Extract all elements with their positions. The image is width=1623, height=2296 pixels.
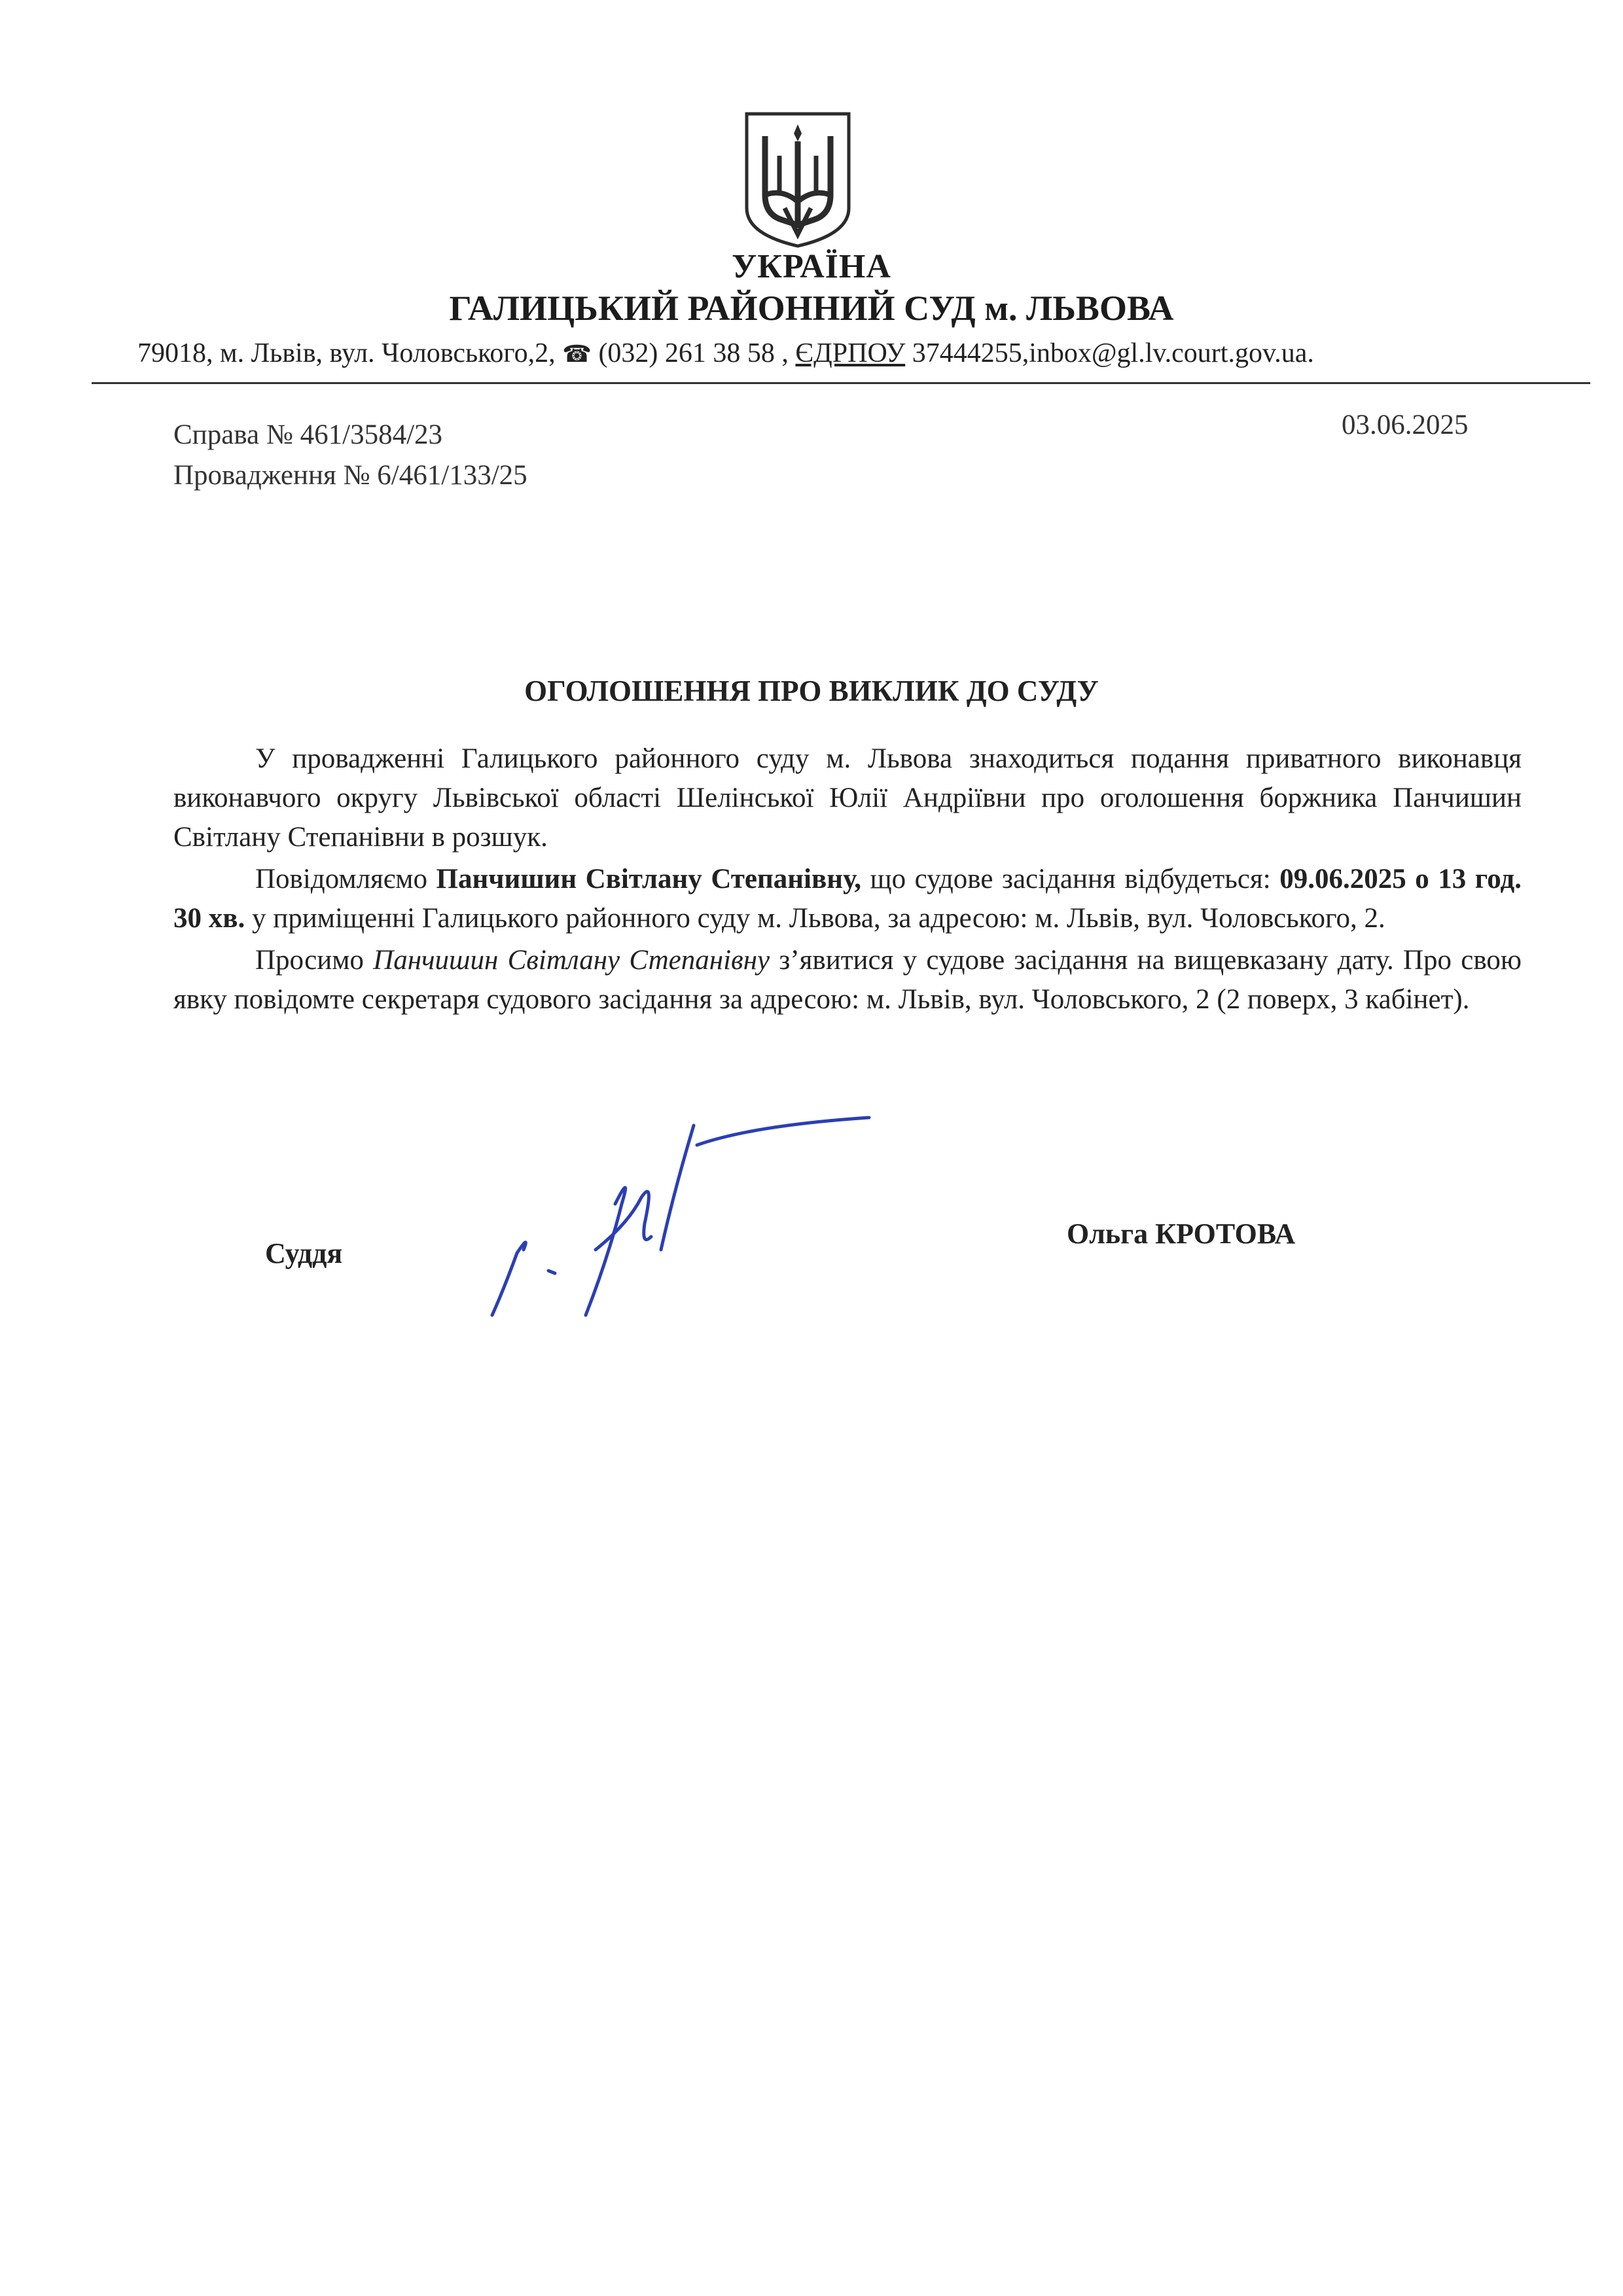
judge-role-label: Суддя — [265, 1237, 343, 1269]
edrpou-label: ЄДРПОУ — [795, 338, 906, 368]
notice-body — [173, 739, 1522, 1022]
document-title: ОГОЛОШЕННЯ ПРО ВИКЛИК ДО СУДУ — [524, 675, 1099, 707]
hearing-datetime: 09.06.2025 о 13 год. 30 хв. — [173, 864, 1522, 934]
proceeding-number: Провадження № 6/461/133/25 — [173, 460, 527, 491]
phone-number: (032) 261 38 58 , — [598, 338, 789, 368]
court-address-line — [137, 338, 1577, 369]
country-heading: УКРАЇНА — [732, 248, 891, 285]
case-number: Справа № 461/3584/23 — [173, 419, 443, 450]
handwritten-signature — [478, 1099, 883, 1335]
paragraph-proceeding: У провадженні Галицького районного суду м. Львова знаходиться подання приватного виконавця виконавчого округу Львівської області Шелінської Юлії Андріївни про оголошення боржника Панчишин Світлану Степанівни в розшук. — [173, 743, 1522, 853]
debtor-name-italic: Панчишин Світлану Степанівну — [373, 945, 770, 976]
paragraph-request: Просимо Панчишин Світлану Степанівну з’явитися у судове засідання на вищевказану дату. Про свою явку повідомте секретаря судового засідання за адресою: м. Львів, вул. Чоловського, 2 (2 поверх, 3 кабінет). — [173, 945, 1522, 1015]
address-text: 79018, м. Львів, вул. Чоловського,2, — [137, 338, 556, 368]
debtor-name: Панчишин Світлану Степанівну, — [436, 864, 861, 894]
court-name-heading: ГАЛИЦЬКИЙ РАЙОННИЙ СУД м. ЛЬВОВА — [449, 289, 1174, 328]
phone-icon: ☎ — [562, 341, 592, 367]
coat-of-arms-emblem — [743, 110, 853, 249]
document-date: 03.06.2025 — [1342, 410, 1469, 440]
edrpou-and-email: 37444255,inbox@gl.lv.court.gov.ua. — [912, 338, 1314, 368]
paragraph-hearing: Повідомляємо Панчишин Світлану Степанівну, що судове засідання відбудеться: 09.06.2025 о 13 год. 30 хв. у приміщенні Галицького районного суду м. Львова, за адресою: м. Львів, вул. Чоловського, 2. — [173, 864, 1522, 934]
judge-name: Ольга КРОТОВА — [1067, 1218, 1296, 1250]
header-divider — [92, 382, 1590, 384]
